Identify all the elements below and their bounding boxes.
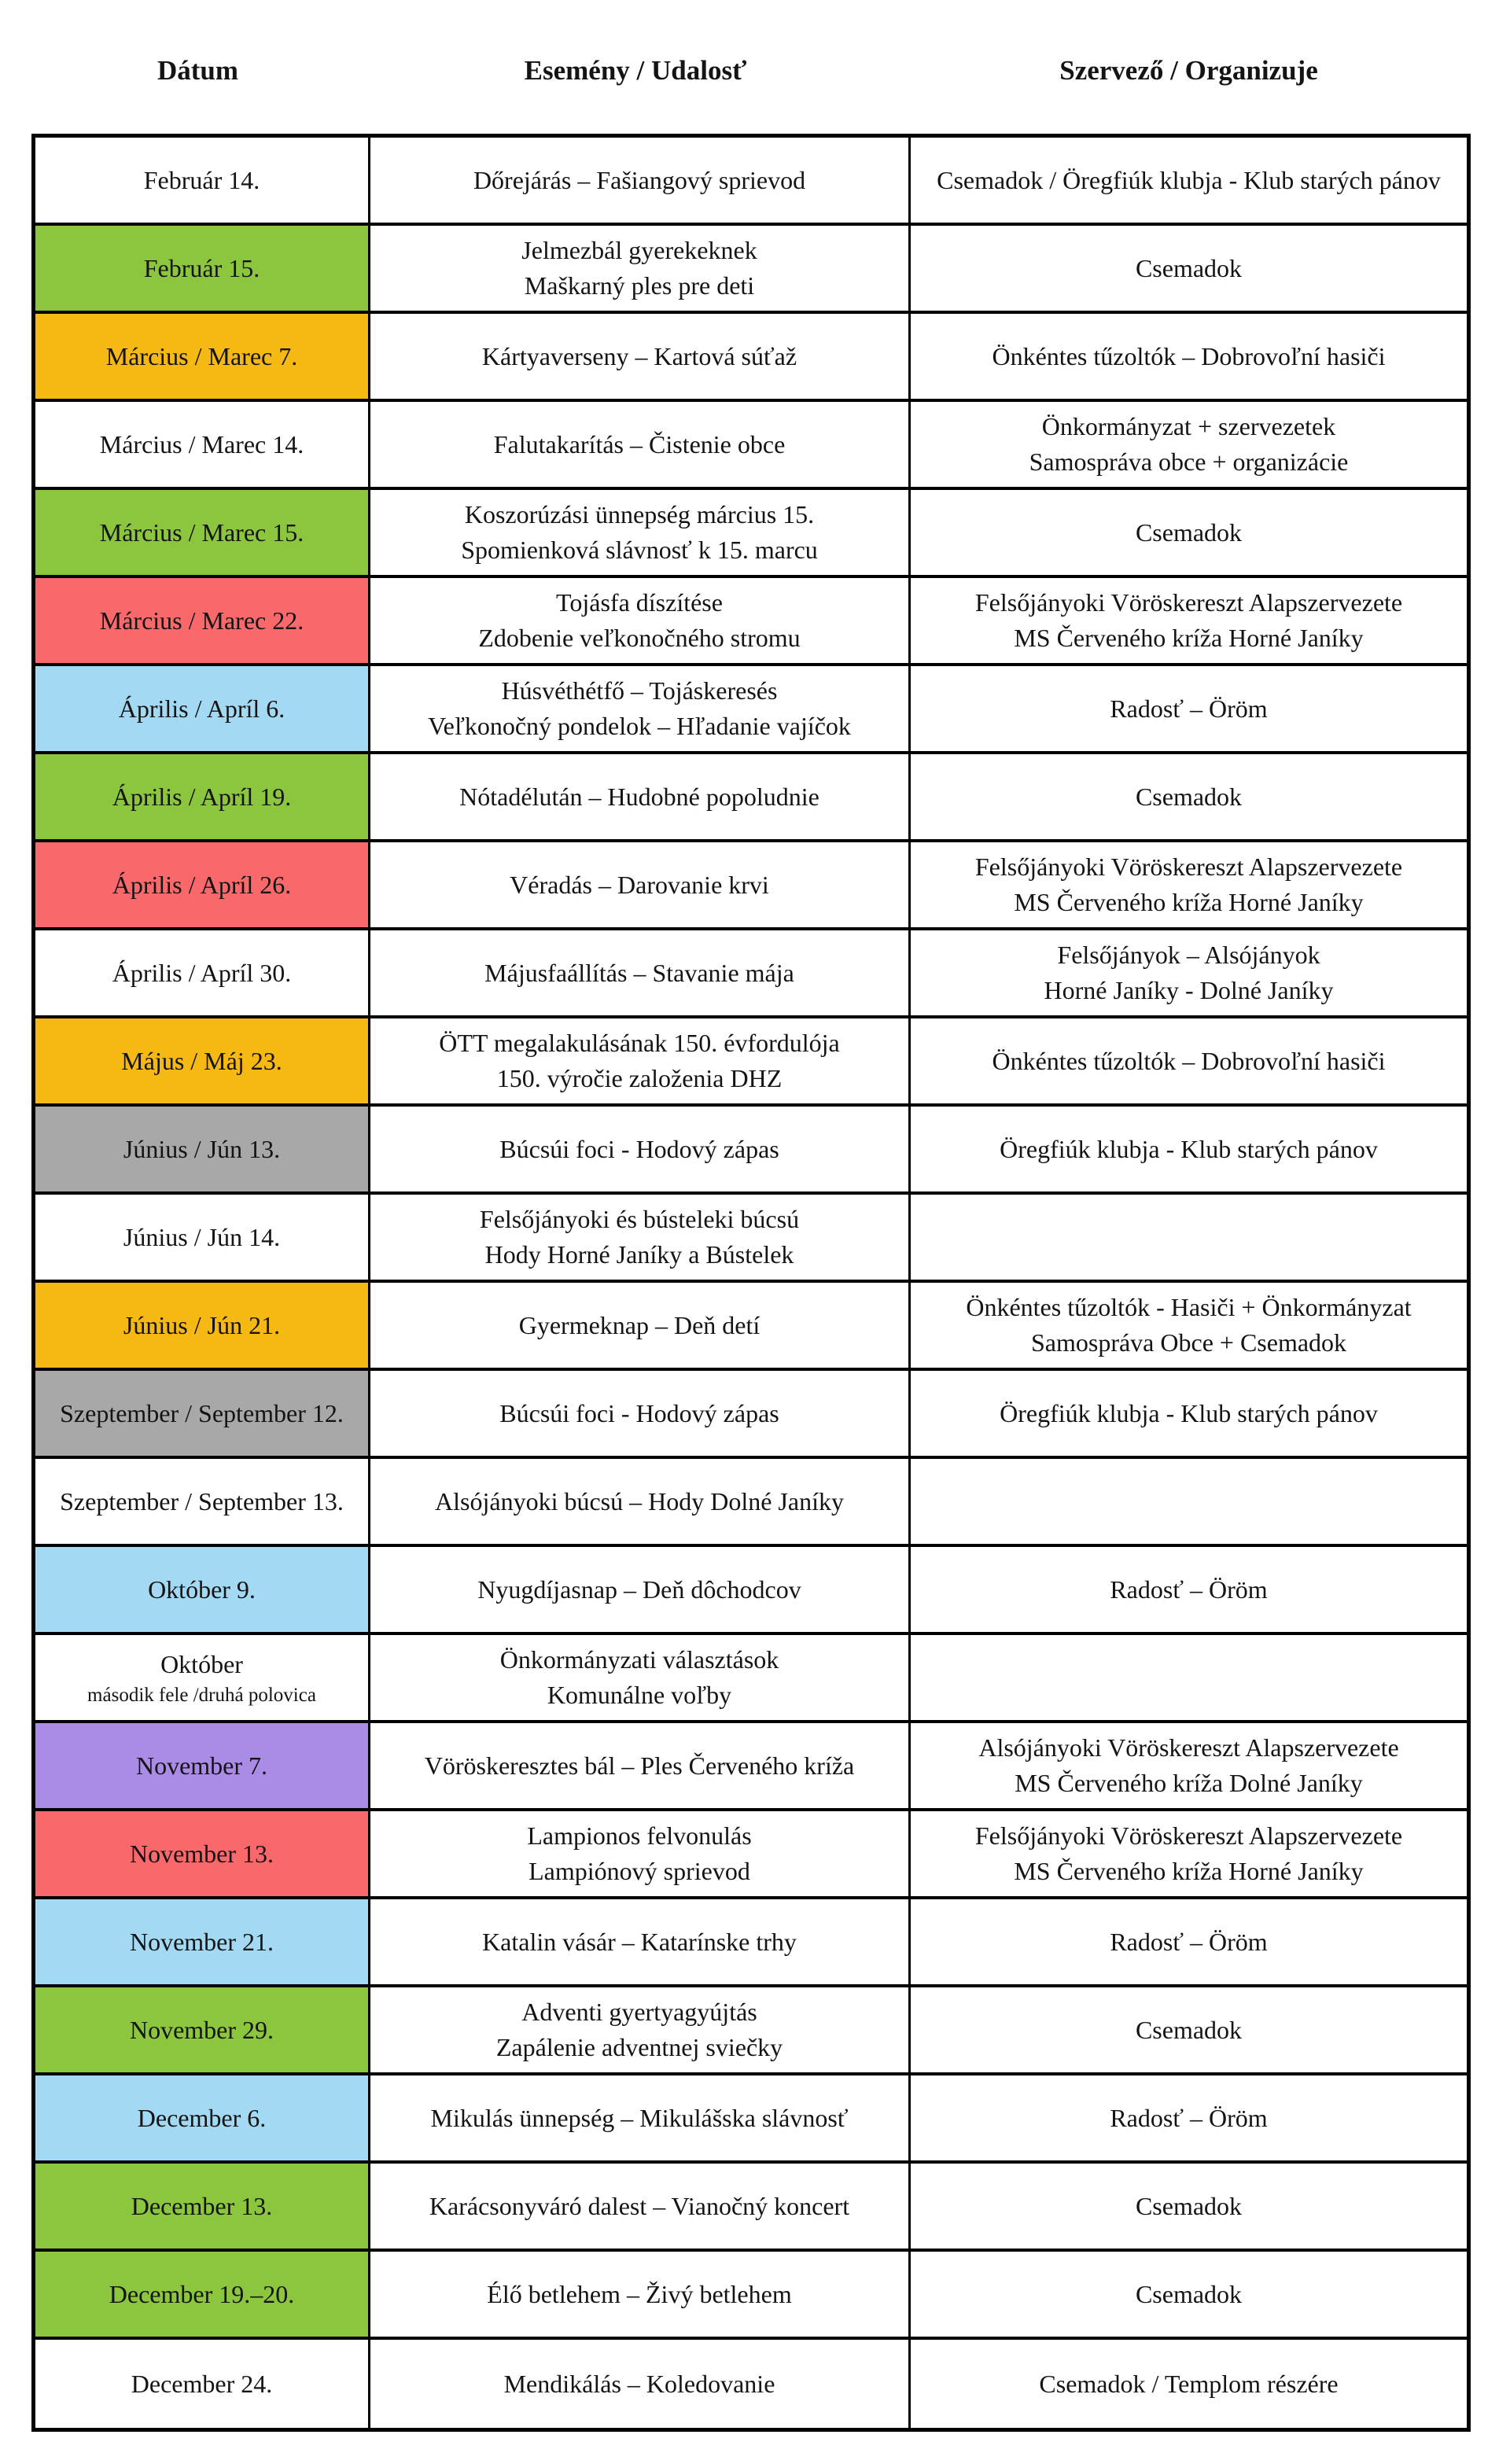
date-cell bbox=[35, 1283, 368, 1368]
cell-line: Június / Jún 14. bbox=[123, 1222, 281, 1251]
cell-line: Önkormányzati választások bbox=[499, 1645, 779, 1674]
table-row bbox=[35, 138, 1467, 226]
cell-line: December 6. bbox=[137, 2103, 267, 2132]
organizer-cell bbox=[911, 1371, 1467, 1456]
cell-line: MS Červeného kríža Dolné Janíky bbox=[1015, 1769, 1363, 1797]
cell-line: Adventi gyertyagyújtás bbox=[521, 1998, 757, 2026]
event-cell bbox=[368, 1371, 911, 1456]
column-headers bbox=[31, 55, 1471, 87]
cell-line: Nótadélután – Hudobné popoludnie bbox=[459, 782, 819, 811]
cell-line: November 21. bbox=[129, 1927, 274, 1956]
cell-line: Hody Horné Janíky a Bústelek bbox=[484, 1240, 794, 1269]
cell-line: Április / Apríl 6. bbox=[118, 694, 285, 723]
cell-line: Felsőjányoki Vöröskereszt Alapszervezete bbox=[974, 853, 1403, 881]
cell-line: Március / Marec 15. bbox=[99, 517, 304, 547]
table-row bbox=[35, 2252, 1467, 2340]
organizer-cell bbox=[911, 2164, 1467, 2249]
cell-line: Február 14. bbox=[143, 165, 260, 194]
cell-line: Vöröskeresztes bál – Ples Červeného kríža bbox=[424, 1751, 855, 1780]
cell-line: Mikulás ünnepség – Mikulášska slávnosť bbox=[430, 2103, 849, 2132]
event-cell bbox=[368, 490, 911, 575]
date-cell bbox=[35, 2252, 368, 2337]
cell-line: Falutakarítás – Čistenie obce bbox=[493, 429, 786, 459]
cell-line: Lampiónový sprievod bbox=[528, 1857, 750, 1885]
cell-line: December 13. bbox=[131, 2191, 273, 2220]
organizer-cell bbox=[911, 754, 1467, 839]
date-cell bbox=[35, 226, 368, 311]
organizer-cell bbox=[911, 1987, 1467, 2072]
cell-line: Radosť – Öröm bbox=[1110, 2103, 1268, 2132]
date-cell bbox=[35, 1811, 368, 1896]
organizer-cell bbox=[911, 1283, 1467, 1368]
cell-line: Felsőjányok – Alsójányok bbox=[1057, 941, 1320, 969]
event-cell bbox=[368, 1459, 911, 1544]
cell-line: Csemadok bbox=[1135, 782, 1243, 811]
organizer-cell bbox=[911, 490, 1467, 575]
cell-line: Májusfaállítás – Stavanie mája bbox=[484, 958, 794, 987]
cell-line: Csemadok bbox=[1135, 517, 1243, 547]
event-cell bbox=[368, 1635, 911, 1720]
event-cell bbox=[368, 1018, 911, 1103]
event-cell bbox=[368, 2340, 911, 2428]
cell-line: Élő betlehem – Živý betlehem bbox=[487, 2279, 792, 2308]
date-cell bbox=[35, 1547, 368, 1632]
organizer-cell bbox=[911, 1459, 1467, 1544]
organizer-cell bbox=[911, 842, 1467, 927]
cell-line: Március / Marec 14. bbox=[99, 429, 304, 459]
cell-line: Koszorúzási ünnepség március 15. bbox=[464, 500, 815, 529]
cell-line: Alsójányoki Vöröskereszt Alapszervezete bbox=[978, 1733, 1399, 1762]
event-cell bbox=[368, 1283, 911, 1368]
event-cell bbox=[368, 2252, 911, 2337]
date-cell bbox=[35, 1899, 368, 1984]
cell-line: MS Červeného kríža Horné Janíky bbox=[1014, 888, 1364, 916]
cell-line: Felsőjányoki Vöröskereszt Alapszervezete bbox=[974, 1821, 1403, 1850]
cell-line: Komunálne voľby bbox=[547, 1681, 732, 1709]
cell-line: Lampionos felvonulás bbox=[527, 1821, 752, 1850]
cell-line: Húsvéthétfő – Tojáskeresés bbox=[501, 676, 778, 705]
event-cell bbox=[368, 2164, 911, 2249]
header-event: Esemény / Udalosť bbox=[524, 55, 747, 86]
table-row bbox=[35, 1899, 1467, 1987]
organizer-cell bbox=[911, 1018, 1467, 1103]
organizer-cell bbox=[911, 1107, 1467, 1191]
table-row bbox=[35, 490, 1467, 578]
date-cell bbox=[35, 1371, 368, 1456]
date-cell bbox=[35, 1723, 368, 1808]
event-cell bbox=[368, 138, 911, 223]
cell-line: Samospráva obce + organizácie bbox=[1029, 447, 1349, 476]
table-row bbox=[35, 578, 1467, 666]
cell-line: Katalin vásár – Katarínske trhy bbox=[482, 1927, 797, 1956]
cell-line: Október 9. bbox=[148, 1575, 256, 1604]
cell-line: November 29. bbox=[129, 2015, 274, 2044]
cell-line: Karácsonyváró dalest – Vianočný koncert bbox=[429, 2191, 850, 2220]
table-row bbox=[35, 666, 1467, 754]
organizer-cell bbox=[911, 1547, 1467, 1632]
table-row bbox=[35, 1635, 1467, 1723]
organizer-cell bbox=[911, 138, 1467, 223]
date-cell bbox=[35, 314, 368, 399]
cell-line: Búcsúi foci - Hodový zápas bbox=[499, 1398, 779, 1427]
table-row bbox=[35, 314, 1467, 402]
table-row bbox=[35, 1195, 1467, 1283]
event-cell bbox=[368, 930, 911, 1015]
cell-line: Csemadok / Templom részére bbox=[1039, 2369, 1339, 2398]
cell-line: Március / Marec 7. bbox=[105, 341, 298, 370]
cell-line: Horné Janíky - Dolné Janíky bbox=[1044, 976, 1334, 1004]
cell-line: második fele /druhá polovica bbox=[87, 1684, 316, 1706]
cell-line: Öregfiúk klubja - Klub starých pánov bbox=[1000, 1134, 1378, 1163]
date-cell bbox=[35, 138, 368, 223]
cell-line: December 24. bbox=[131, 2369, 273, 2398]
cell-line: Április / Apríl 19. bbox=[112, 782, 292, 811]
cell-line: Jelmezbál gyerekeknek bbox=[521, 236, 757, 264]
date-cell bbox=[35, 2164, 368, 2249]
cell-line: Dőrejárás – Fašiangový sprievod bbox=[473, 165, 806, 194]
date-cell bbox=[35, 2075, 368, 2160]
cell-line: Alsójányoki búcsú – Hody Dolné Janíky bbox=[435, 1486, 844, 1516]
organizer-cell bbox=[911, 2075, 1467, 2160]
event-cell bbox=[368, 1811, 911, 1896]
table-row bbox=[35, 1283, 1467, 1371]
date-cell bbox=[35, 1195, 368, 1280]
cell-line: Radosť – Öröm bbox=[1110, 1575, 1268, 1604]
cell-line: Zdobenie veľkonočného stromu bbox=[478, 624, 801, 652]
table-row bbox=[35, 1459, 1467, 1547]
cell-line: Véradás – Darovanie krvi bbox=[510, 870, 769, 899]
cell-line: Május / Máj 23. bbox=[121, 1046, 282, 1075]
cell-line: Csemadok bbox=[1135, 253, 1243, 282]
event-cell bbox=[368, 1899, 911, 1984]
cell-line: Október bbox=[160, 1649, 243, 1678]
header-date: Dátum bbox=[157, 55, 239, 86]
event-cell bbox=[368, 754, 911, 839]
date-cell bbox=[35, 1635, 368, 1720]
cell-line: 150. výročie založenia DHZ bbox=[496, 1064, 783, 1092]
cell-line: MS Červeného kríža Horné Janíky bbox=[1014, 624, 1364, 652]
organizer-cell bbox=[911, 2252, 1467, 2337]
table-row bbox=[35, 1018, 1467, 1107]
cell-line: Csemadok / Öregfiúk klubja - Klub starých pánov bbox=[937, 165, 1441, 194]
organizer-cell bbox=[911, 1195, 1467, 1280]
date-cell bbox=[35, 754, 368, 839]
table-row bbox=[35, 1371, 1467, 1459]
cell-line: Gyermeknap – Deň detí bbox=[518, 1310, 761, 1339]
date-cell bbox=[35, 842, 368, 927]
table-row bbox=[35, 1811, 1467, 1899]
date-cell bbox=[35, 666, 368, 751]
event-cell bbox=[368, 226, 911, 311]
table-row bbox=[35, 1107, 1467, 1195]
date-cell bbox=[35, 578, 368, 663]
event-cell bbox=[368, 666, 911, 751]
cell-line: Február 15. bbox=[143, 253, 260, 282]
cell-line: Április / Apríl 30. bbox=[112, 958, 292, 987]
cell-line: Április / Apríl 26. bbox=[112, 870, 292, 899]
table-row bbox=[35, 1723, 1467, 1811]
organizer-cell bbox=[911, 2340, 1467, 2428]
organizer-cell bbox=[911, 1811, 1467, 1896]
cell-line: ÖTT megalakulásának 150. évfordulója bbox=[439, 1029, 840, 1057]
header-organizer: Szervező / Organizuje bbox=[1059, 55, 1318, 86]
organizer-cell bbox=[911, 578, 1467, 663]
cell-line: Felsőjányoki Vöröskereszt Alapszervezete bbox=[974, 588, 1403, 617]
organizer-cell bbox=[911, 666, 1467, 751]
cell-line: Öregfiúk klubja - Klub starých pánov bbox=[1000, 1398, 1378, 1427]
organizer-cell bbox=[911, 226, 1467, 311]
event-cell bbox=[368, 1547, 911, 1632]
cell-line: Csemadok bbox=[1135, 2015, 1243, 2044]
cell-line: Mendikálás – Koledovanie bbox=[503, 2369, 775, 2398]
cell-line: Csemadok bbox=[1135, 2191, 1243, 2220]
cell-line: Radosť – Öröm bbox=[1110, 1927, 1268, 1956]
organizer-cell bbox=[911, 314, 1467, 399]
cell-line: Önkéntes tűzoltók - Hasiči + Önkormányzat bbox=[966, 1293, 1412, 1321]
date-cell bbox=[35, 1459, 368, 1544]
cell-line: December 19.–20. bbox=[109, 2279, 295, 2308]
cell-line: Önkéntes tűzoltók – Dobrovoľní hasiči bbox=[992, 341, 1386, 370]
organizer-cell bbox=[911, 402, 1467, 487]
cell-line: MS Červeného kríža Horné Janíky bbox=[1014, 1857, 1364, 1885]
cell-line: Csemadok bbox=[1135, 2279, 1243, 2308]
date-cell bbox=[35, 490, 368, 575]
cell-line: November 7. bbox=[135, 1751, 268, 1780]
table-row bbox=[35, 1547, 1467, 1635]
cell-line: Búcsúi foci - Hodový zápas bbox=[499, 1134, 779, 1163]
event-cell bbox=[368, 578, 911, 663]
cell-line: Kártyaverseny – Kartová súťaž bbox=[481, 341, 797, 370]
cell-line: Június / Jún 21. bbox=[123, 1310, 281, 1339]
cell-line: Március / Marec 22. bbox=[99, 606, 304, 635]
table-row bbox=[35, 402, 1467, 490]
table-row bbox=[35, 226, 1467, 314]
date-cell bbox=[35, 1987, 368, 2072]
cell-line: Radosť – Öröm bbox=[1110, 694, 1268, 723]
date-cell bbox=[35, 1107, 368, 1191]
date-cell bbox=[35, 1018, 368, 1103]
event-cell bbox=[368, 842, 911, 927]
date-cell bbox=[35, 402, 368, 487]
event-cell bbox=[368, 1723, 911, 1808]
cell-line: Tojásfa díszítése bbox=[556, 588, 723, 617]
cell-line: Felsőjányoki és bústeleki búcsú bbox=[479, 1205, 800, 1233]
cell-line: Zapálenie adventnej sviečky bbox=[495, 2033, 783, 2061]
date-cell bbox=[35, 930, 368, 1015]
event-cell bbox=[368, 1195, 911, 1280]
organizer-cell bbox=[911, 1635, 1467, 1720]
cell-line: Önkormányzat + szervezetek bbox=[1041, 412, 1336, 440]
table-row bbox=[35, 2340, 1467, 2428]
table-row bbox=[35, 930, 1467, 1018]
table-row bbox=[35, 754, 1467, 842]
event-cell bbox=[368, 314, 911, 399]
cell-line: Június / Jún 13. bbox=[123, 1134, 281, 1163]
cell-line: Maškarný ples pre deti bbox=[524, 271, 755, 300]
event-cell bbox=[368, 402, 911, 487]
table-row bbox=[35, 2164, 1467, 2252]
cell-line: Veľkonočný pondelok – Hľadanie vajíčok bbox=[428, 712, 851, 740]
organizer-cell bbox=[911, 1723, 1467, 1808]
events-table bbox=[31, 134, 1471, 2432]
cell-line: Spomienková slávnosť k 15. marcu bbox=[461, 536, 818, 564]
cell-line: Szeptember / September 12. bbox=[60, 1398, 344, 1427]
cell-line: Nyugdíjasnap – Deň dôchodcov bbox=[477, 1575, 801, 1604]
cell-line: Samospráva Obce + Csemadok bbox=[1030, 1328, 1347, 1357]
cell-line: Szeptember / September 13. bbox=[60, 1486, 344, 1516]
event-cell bbox=[368, 1107, 911, 1191]
cell-line: November 13. bbox=[129, 1839, 274, 1868]
table-row bbox=[35, 2075, 1467, 2164]
event-cell bbox=[368, 2075, 911, 2160]
event-cell bbox=[368, 1987, 911, 2072]
cell-line: Önkéntes tűzoltók – Dobrovoľní hasiči bbox=[992, 1046, 1386, 1075]
organizer-cell bbox=[911, 1899, 1467, 1984]
table-row bbox=[35, 842, 1467, 930]
table-row bbox=[35, 1987, 1467, 2075]
organizer-cell bbox=[911, 930, 1467, 1015]
date-cell bbox=[35, 2340, 368, 2428]
